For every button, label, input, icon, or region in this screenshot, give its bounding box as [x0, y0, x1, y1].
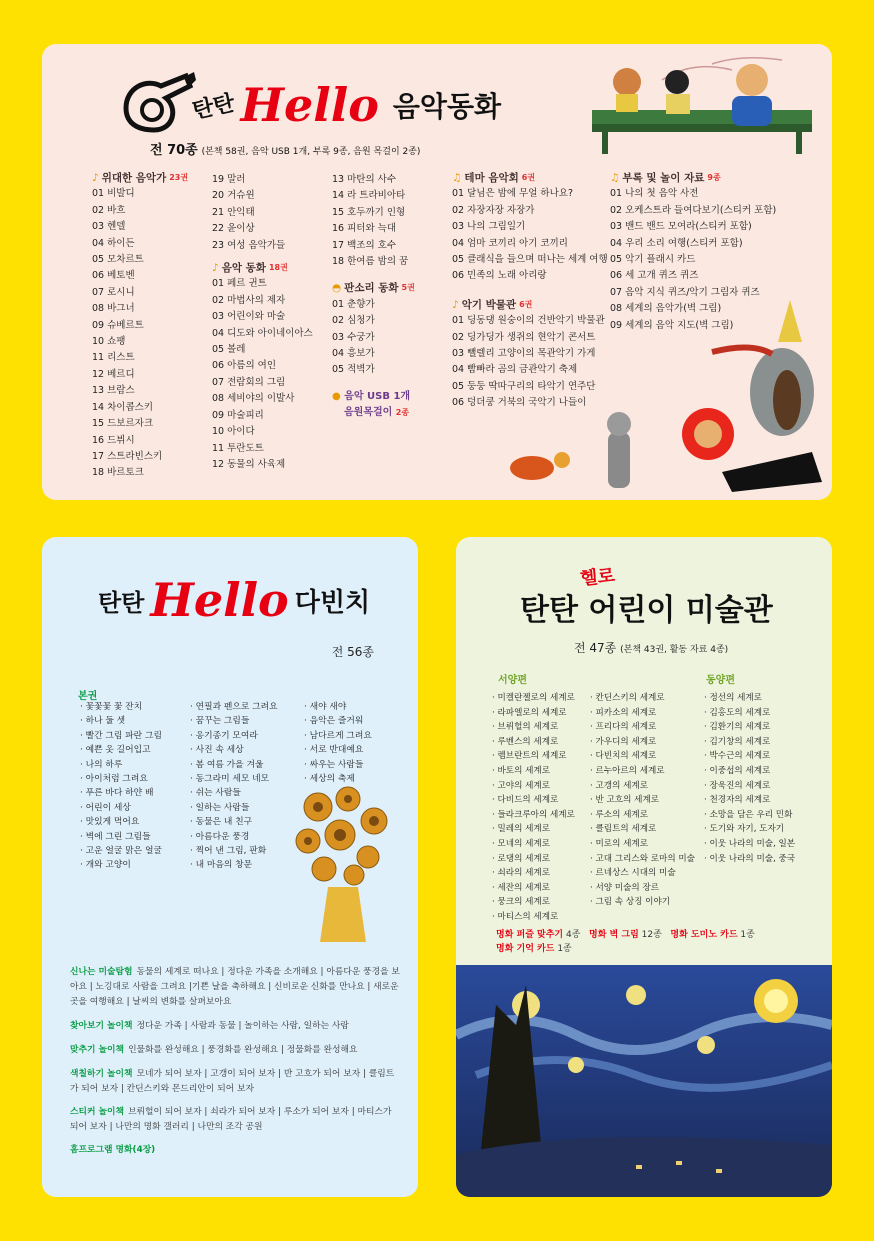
list-item: 04 하이든 — [92, 237, 135, 249]
theme-head — [452, 170, 622, 186]
program-3 — [70, 1043, 400, 1058]
music-panel — [42, 44, 832, 500]
list-item: 15 드보르자크 — [92, 418, 153, 430]
art-helo: 헬로 — [579, 565, 616, 590]
list-item: · 그림 속 상징 이야기 — [590, 895, 706, 910]
list-item: · 마티스의 세계로 — [492, 910, 596, 925]
program-5-text: 브뤼헐이 되어 보자 | 쇠라가 되어 보자 | 루소가 되어 보자 | 마티스가 되어 보자 | 나만의 명화 갤러리 | 나만의 조각 공원 — [70, 1107, 392, 1132]
list-item: · 봄 여름 가을 겨울 — [190, 758, 305, 772]
list-item: 16 드뷔시 — [92, 434, 135, 446]
art-goods-line-1 — [496, 927, 826, 940]
list-item: · 쉬는 사람들 — [190, 786, 305, 800]
list-item: · 사진 속 세상 — [190, 743, 305, 757]
art-west-head: 서양편 — [498, 675, 527, 686]
list-item: · 찍어 낸 그림, 판화 — [190, 844, 305, 858]
list-item: 17 스트라빈스키 — [92, 450, 163, 462]
list-item: 01 달님은 밤에 무얼 하나요? — [452, 188, 573, 200]
music-count-detail: (본책 58권, 음악 USB 1개, 부록 9종, 음원 목걸이 2종) — [201, 147, 421, 157]
list-item: 08 세비야의 이발사 — [212, 393, 295, 405]
note-icon: ♫ — [610, 172, 620, 184]
sunflowers-painting — [278, 777, 398, 947]
story-head-label: 음악 동화 — [221, 262, 266, 275]
art-count-main: 전 47종 — [574, 641, 617, 655]
program-2-label: 찾아보기 놀이책 — [70, 1021, 133, 1031]
list-item: · 예쁜 옷 길어입고 — [80, 743, 190, 757]
list-item: 05 볼레 — [212, 344, 246, 356]
list-item: 03 밴드 밴드 모여라(스티커 포함) — [610, 221, 752, 233]
program-4-label: 색칠하기 놀이책 — [70, 1069, 133, 1079]
list-item: · 정선의 세계로 — [704, 691, 824, 706]
program-2 — [70, 1019, 400, 1034]
list-item: · 다비드의 세계로 — [492, 793, 596, 808]
list-item: · 어린이 세상 — [80, 801, 190, 815]
list-item: · 피카소의 세계로 — [590, 706, 706, 721]
usb-line-2: 음원목걸이 — [344, 407, 393, 419]
list-item: 06 세 고개 퀴즈 퀴즈 — [610, 270, 699, 282]
list-item: 14 라 트라비아타 — [332, 190, 406, 202]
list-item: 09 마술피리 — [212, 409, 264, 421]
list-item: 05 클래식을 들으며 떠나는 세계 여행 — [452, 254, 608, 266]
list-item: · 뭉크의 세계로 — [492, 895, 596, 910]
list-item: 04 디도와 아이네이아스 — [212, 327, 313, 339]
list-item: · 고갱의 세계로 — [590, 779, 706, 794]
list-item: · 고대 그리스와 로마의 미술 — [590, 852, 706, 867]
list-item: 03 수궁가 — [332, 331, 375, 343]
list-item: · 박수근의 세계로 — [704, 749, 824, 764]
pansori-head-count: 5권 — [401, 283, 415, 293]
pansori-list — [332, 297, 452, 379]
usb-note — [332, 389, 452, 422]
list-item: · 꽃꽃꽃 꽃 잔치 — [80, 700, 190, 714]
usb-line-1: 음악 USB 1개 — [344, 390, 411, 402]
list-item: 17 백조의 호수 — [332, 239, 397, 251]
list-item: · 르누아르의 세계로 — [590, 764, 706, 779]
list-item: · 세잔의 세계로 — [492, 881, 596, 896]
list-item: 03 나의 그림일기 — [452, 221, 526, 233]
list-item: 07 로시니 — [92, 286, 135, 298]
music-brand-small: 탄탄 — [190, 90, 238, 124]
list-item: · 이웃 나라의 미술, 중국 — [704, 852, 824, 867]
list-item: · 동물은 내 친구 — [190, 815, 305, 829]
list-item: · 칸딘스키의 세계로 — [590, 691, 706, 706]
list-item: · 푸른 바다 하얀 배 — [80, 786, 190, 800]
list-item: · 밀레의 세계로 — [492, 822, 596, 837]
davinci-col-3 — [304, 700, 404, 786]
list-item: 06 베토벤 — [92, 270, 135, 282]
list-item: · 동그라미 세모 네모 — [190, 772, 305, 786]
great-musician-list — [92, 186, 202, 481]
note-icon: ♪ — [212, 262, 219, 275]
music-story-head — [212, 260, 332, 276]
list-item: 04 우리 소리 여행(스티커 포함) — [610, 237, 743, 249]
theme-head-count: 6권 — [521, 173, 536, 182]
list-item: · 연필과 펜으로 그려요 — [190, 700, 305, 714]
list-item: 18 한여름 밤의 꿈 — [332, 256, 409, 268]
music-story-list-2 — [332, 172, 452, 270]
art-title-main: 탄탄 어린이 미술관 — [520, 593, 773, 628]
list-item: · 김환기의 세계로 — [704, 720, 824, 735]
list-item: 01 춘향가 — [332, 298, 375, 310]
list-item: · 김기창의 세계로 — [704, 735, 824, 750]
list-item: 04 빰빠라 곰의 금관악기 축제 — [452, 364, 578, 376]
great-head-label: 위대한 음악가 — [101, 172, 167, 184]
program-1-label: 신나는 미술탐험 — [70, 967, 133, 977]
davinci-brand-hello: Hello — [150, 573, 289, 627]
list-item: 05 둥둥 딱따구리의 타악기 연주단 — [452, 380, 596, 392]
list-item: · 클림트의 세계로 — [590, 822, 706, 837]
list-item: 08 세계의 음악가(벽 그림) — [610, 303, 722, 315]
list-item: 04 엄마 코끼리 아기 코끼리 — [452, 237, 568, 249]
program-5-label: 스티커 놀이책 — [70, 1107, 125, 1117]
list-item: · 맛있게 먹어요 — [80, 815, 190, 829]
fan-icon: ◓ — [332, 282, 342, 295]
art-title — [520, 563, 780, 633]
davinci-panel — [42, 537, 418, 1197]
list-item: · 도기와 자기, 도자기 — [704, 822, 824, 837]
list-item: · 미켈란젤로의 세계로 — [492, 691, 596, 706]
program-4-text: 모네가 되어 보자 | 고갱이 되어 보자 | 반 고흐가 되어 보자 | 클림트가 되어 보자 | 칸딘스키와 몬드리안이 되어 보자 — [70, 1069, 395, 1094]
list-item: · 꿈꾸는 그림들 — [190, 714, 305, 728]
list-item: · 세상의 축제 — [304, 772, 404, 786]
list-item: · 다빈치의 세계로 — [590, 749, 706, 764]
list-item: 13 마탄의 사수 — [332, 174, 397, 185]
list-item: · 천경자의 세계로 — [704, 793, 824, 808]
program-4 — [70, 1067, 400, 1097]
story-head-count: 18권 — [268, 263, 288, 273]
list-item: 16 피터와 늑대 — [332, 223, 397, 235]
list-item: 21 안익태 — [212, 206, 255, 218]
list-item: · 루벤스의 세계로 — [492, 735, 596, 750]
list-item: · 새야 새야 — [304, 700, 404, 714]
program-1-text: 동물의 세계로 떠나요 | 정다운 가족을 소개해요 | 아름다운 풍경을 보아요 | 노깅대로 사람을 그려요 |기쁜 날을 축하해요 | 신비로운 신화를 만나요 | 새로운 곳을 여행해요 | 날씨의 변화를 살펴보아요 — [70, 967, 400, 1007]
list-item: 13 브람스 — [92, 385, 135, 397]
list-item: · 모네의 세계로 — [492, 837, 596, 852]
list-item: 06 아름의 여인 — [212, 360, 277, 372]
davinci-title — [98, 573, 370, 627]
list-item: 22 윤이상 — [212, 223, 255, 235]
circle-icon: ● — [332, 390, 341, 402]
list-item: · 이웃 나라의 미술, 일본 — [704, 837, 824, 852]
music-count-main: 전 70종 — [150, 143, 198, 158]
list-item: · 내 마음의 창문 — [190, 858, 305, 872]
list-item: 10 아이다 — [212, 426, 255, 438]
list-item: · 렘브란트의 세계로 — [492, 749, 596, 764]
list-item: · 루소의 세계로 — [590, 808, 706, 823]
list-item: 23 여성 음악가들 — [212, 239, 286, 251]
goods-2-label: 명화 벽 그림 — [589, 930, 639, 940]
list-item: · 아이처럼 그려요 — [80, 772, 190, 786]
list-item: · 아름다운 풍경 — [190, 830, 305, 844]
list-item: 06 덩더쿵 거북의 국악기 나들이 — [452, 397, 587, 409]
music-title-sub: 음악동화 — [392, 90, 502, 123]
note-icon: ♫ — [452, 172, 462, 184]
list-item: · 싸우는 사람들 — [304, 758, 404, 772]
list-item: · 남다르게 그려요 — [304, 729, 404, 743]
art-panel — [456, 537, 832, 1197]
goods-4-label: 명화 기억 카드 — [496, 944, 555, 954]
great-musician-column — [92, 170, 202, 482]
list-item: 04 흥보가 — [332, 348, 375, 360]
list-item: 02 딩가딩가 생쥐의 현악기 콘서트 — [452, 331, 596, 343]
program-6-label: 홈프로그램 명화(4장) — [70, 1145, 156, 1155]
list-item: 05 악기 플래시 카드 — [610, 254, 696, 266]
great-musician-head — [92, 170, 202, 186]
program-5 — [70, 1105, 400, 1135]
art-goods-line-2 — [496, 941, 572, 954]
list-item: 09 세계의 음악 지도(벽 그림) — [610, 319, 734, 331]
theme-list — [452, 186, 622, 284]
art-east-head: 동양편 — [706, 675, 735, 686]
art-count — [574, 639, 728, 656]
appendix-head-count: 9종 — [707, 173, 721, 182]
list-item: 03 헨델 — [92, 221, 126, 233]
list-item: 01 페르 귄트 — [212, 278, 267, 290]
starry-night-painting — [456, 965, 832, 1197]
list-item: · 로댕의 세계로 — [492, 852, 596, 867]
art-east-col — [704, 691, 824, 866]
list-item: 12 동물의 사육제 — [212, 458, 286, 470]
appendix-head — [610, 170, 800, 186]
list-item: · 나의 하루 — [80, 758, 190, 772]
music-brand-hello: Hello — [240, 78, 379, 132]
list-item: 14 차이콥스키 — [92, 401, 153, 413]
list-item: · 장욱진의 세계로 — [704, 779, 824, 794]
art-west-col-2 — [590, 691, 706, 910]
davinci-col-1 — [80, 700, 190, 873]
music-count — [150, 139, 420, 158]
pansori-head-label: 판소리 동화 — [344, 282, 399, 295]
list-item: · 일하는 사람들 — [190, 801, 305, 815]
music-title — [192, 70, 501, 140]
music-story-list — [212, 276, 332, 473]
list-item: 03 어린이와 마술 — [212, 311, 286, 323]
goods-3-count: 1종 — [740, 930, 755, 940]
art-count-detail: (본책 43권, 활동 자료 4종) — [620, 645, 729, 655]
usb-count: 2종 — [395, 408, 410, 418]
theme-head-label: 테마 음악회 — [464, 172, 519, 184]
davinci-title-sub: 다빈치 — [294, 587, 371, 618]
list-item: · 옹기종기 모여라 — [190, 729, 305, 743]
animal-band-illustration — [472, 282, 832, 500]
great-head-count: 23권 — [169, 173, 189, 182]
list-item: · 서로 반대예요 — [304, 743, 404, 757]
davinci-count: 전 56종 — [331, 645, 374, 659]
list-item: · 고야의 세계로 — [492, 779, 596, 794]
list-item: 08 바그너 — [92, 303, 135, 315]
goods-1-label: 명화 퍼즐 맞추기 — [496, 930, 564, 940]
davinci-main-head: 본권 — [78, 691, 98, 702]
list-item: · 소망을 담은 우리 민화 — [704, 808, 824, 823]
appendix-head-label: 부록 및 놀이 자료 — [622, 172, 705, 184]
program-3-text: 인물화를 완성해요 | 풍경화를 완성해요 | 정물화를 완성해요 — [128, 1045, 358, 1055]
goods-4-count: 1종 — [557, 944, 572, 954]
list-item: 02 오케스트라 들여다보기(스티커 포함) — [610, 204, 777, 216]
list-item: · 김홍도의 세계로 — [704, 706, 824, 721]
list-item: · 이중섭의 세계로 — [704, 764, 824, 779]
list-item: 05 적벽가 — [332, 364, 375, 376]
list-item: 20 거슈윈 — [212, 190, 255, 202]
list-item: · 벽에 그린 그림들 — [80, 830, 190, 844]
list-item: · 하나 둘 셋 — [80, 714, 190, 728]
program-2-text: 정다운 가족 | 사람과 동물 | 놀이하는 사람, 일하는 사람 — [136, 1021, 349, 1031]
list-item: 15 호두까기 인형 — [332, 206, 406, 218]
list-item: · 르네상스 시대의 미술 — [590, 866, 706, 881]
pansori-head — [332, 280, 452, 296]
list-item: · 바토의 세계로 — [492, 764, 596, 779]
list-item: · 프리다의 세계로 — [590, 720, 706, 735]
note-icon: ♪ — [452, 298, 459, 311]
goods-3-label: 명화 도미노 카드 — [670, 930, 738, 940]
list-item: · 가우디의 세계로 — [590, 735, 706, 750]
list-item: 02 마법사의 제자 — [212, 294, 286, 306]
list-item: 11 리스트 — [92, 352, 135, 364]
goods-2-count: 12종 — [641, 930, 662, 940]
list-item: · 고운 얼굴 맑은 얼굴 — [80, 844, 190, 858]
list-item: · 브뤼헐의 세계로 — [492, 720, 596, 735]
list-item: · 들라크루아의 세계로 — [492, 808, 596, 823]
list-item: 05 모차르트 — [92, 254, 144, 266]
list-item: · 음악은 즐거워 — [304, 714, 404, 728]
list-item: 01 딩동댕 원숭이의 건반악기 박물관 — [452, 315, 605, 327]
list-item: 03 뺄렐리 고양이의 목관악기 가게 — [452, 348, 596, 360]
list-item: · 개와 고양이 — [80, 858, 190, 872]
list-item: 02 바흐 — [92, 204, 126, 216]
list-item: 07 음악 지식 퀴즈/악기 그림자 퀴즈 — [610, 286, 760, 298]
program-6 — [70, 1143, 400, 1158]
list-item: 02 심청가 — [332, 315, 375, 327]
list-item: 01 나의 첫 음악 사전 — [610, 188, 699, 200]
program-3-label: 맞추기 놀이책 — [70, 1045, 125, 1055]
list-item: 10 쇼팽 — [92, 336, 126, 348]
list-item: 01 비발디 — [92, 188, 135, 200]
music-column-3 — [332, 172, 452, 422]
list-item: · 쇠라의 세계로 — [492, 866, 596, 881]
list-item: · 빨간 그림 파란 그림 — [80, 729, 190, 743]
art-west-col-1 — [492, 691, 596, 925]
list-item: 09 슈베르트 — [92, 319, 144, 331]
music-logo-icon — [116, 68, 198, 138]
note-icon: ♪ — [92, 172, 99, 184]
list-item: 12 베르디 — [92, 368, 135, 380]
list-item: 07 전람회의 그림 — [212, 376, 286, 388]
kids-bench-illustration — [582, 50, 822, 158]
davinci-brand-small: 탄탄 — [98, 588, 145, 617]
list-item: · 서양 미술의 장르 — [590, 881, 706, 896]
list-item: 18 바르토크 — [92, 467, 144, 479]
music-column-2 — [212, 172, 332, 473]
list-item: 19 말러 — [212, 174, 246, 185]
list-item: · 미로의 세계로 — [590, 837, 706, 852]
list-item: · 반 고흐의 세계로 — [590, 793, 706, 808]
great-musician-list-2 — [212, 172, 332, 254]
list-item: · 라파엘로의 세계로 — [492, 706, 596, 721]
list-item: 06 민족의 노래 아리랑 — [452, 270, 547, 282]
list-item: 11 투란도트 — [212, 442, 264, 454]
instrument-head-count: 6권 — [519, 299, 533, 309]
program-1 — [70, 965, 400, 1010]
list-item: 02 자장자장 자장가 — [452, 204, 535, 216]
instrument-head-label: 악기 박물관 — [461, 298, 517, 311]
goods-1-count: 4종 — [566, 930, 581, 940]
